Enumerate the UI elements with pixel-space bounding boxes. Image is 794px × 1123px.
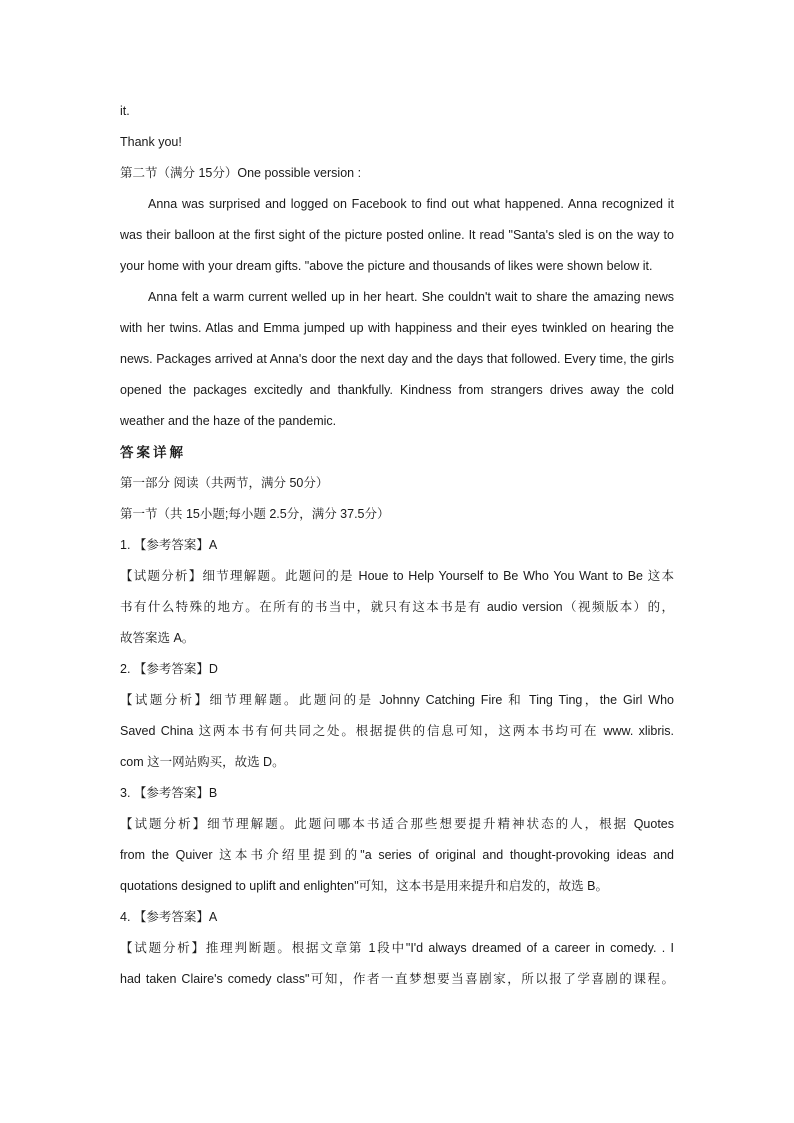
- analysis-line: 故答案选 A。: [120, 631, 195, 645]
- section-title: 第二节（满分 15分）One possible version :: [120, 166, 362, 180]
- analysis-line: Saved China 这两本书有何共同之处。根据提供的信息可知，这两本书均可在 www. xlibris.: [120, 724, 674, 738]
- answer-key-4: 4. 【参考答案】A: [120, 910, 218, 924]
- analysis-line: com 这一网站购买，故选 D。: [120, 755, 285, 769]
- analysis-line: 书有什么特殊的地方。在所有的书当中，就只有这本书是有 audio version（视频版本）的，: [120, 600, 674, 614]
- analysis-line: 【试题分析】细节理解题。此题问哪本书适合那些想要提升精神状态的人，根据 Quotes: [120, 817, 674, 831]
- answer-key-2: 2. 【参考答案】D: [120, 662, 218, 676]
- essay-paragraph-2: Anna felt a warm current welled up in her heart. She couldn't wait to share the amazing news with her twins. Atlas and Emma jumped up with happiness and their eyes twinkled on hearing the news. Packages arrived at Anna's door the next day and the days that followed. Every time, the girls opened the packages excitedly and thankfully. Kindness from strangers drives away the cold weather and the haze of the pandemic.: [120, 290, 674, 428]
- analysis-line: from the Quiver 这本书介绍里提到的"a series of original and thought-provoking ideas and: [120, 848, 674, 862]
- text-line: it.: [120, 104, 130, 118]
- essay-paragraph-1: Anna was surprised and logged on Facebook to find out what happened. Anna recognized it was their balloon at the first sight of the picture posted online. It read "Santa's sled is on the way to your home with your dream gifts. "above the picture and thousands of likes were shown below it.: [120, 197, 674, 273]
- analysis-line: had taken Claire's comedy class"可知，作者一直梦想要当喜剧家，所以报了学喜剧的课程。: [120, 972, 674, 986]
- analysis-line: 【试题分析】细节理解题。此题问的是 Johnny Catching Fire 和 Ting Ting，the Girl Who: [120, 693, 674, 707]
- subsection-title: 第一节（共 15小题;每小题 2.5分，满分 37.5分）: [120, 507, 390, 521]
- answer-key-3: 3. 【参考答案】B: [120, 786, 218, 800]
- part-title: 第一部分 阅读（共两节，满分 50分）: [120, 476, 329, 490]
- answer-heading: 答案详解: [120, 445, 186, 460]
- closing-line: Thank you!: [120, 135, 182, 149]
- answer-key-1: 1. 【参考答案】A: [120, 538, 218, 552]
- analysis-line: quotations designed to uplift and enlighten"可知，这本书是用来提升和启发的，故选 B。: [120, 879, 608, 893]
- analysis-line: 【试题分析】细节理解题。此题问的是 Houe to Help Yourself to Be Who You Want to Be 这本: [120, 569, 674, 583]
- analysis-line: 【试题分析】推理判断题。根据文章第 1段中"I'd always dreamed of a career in comedy. . I: [120, 941, 674, 955]
- document-page: [120, 96, 674, 995]
